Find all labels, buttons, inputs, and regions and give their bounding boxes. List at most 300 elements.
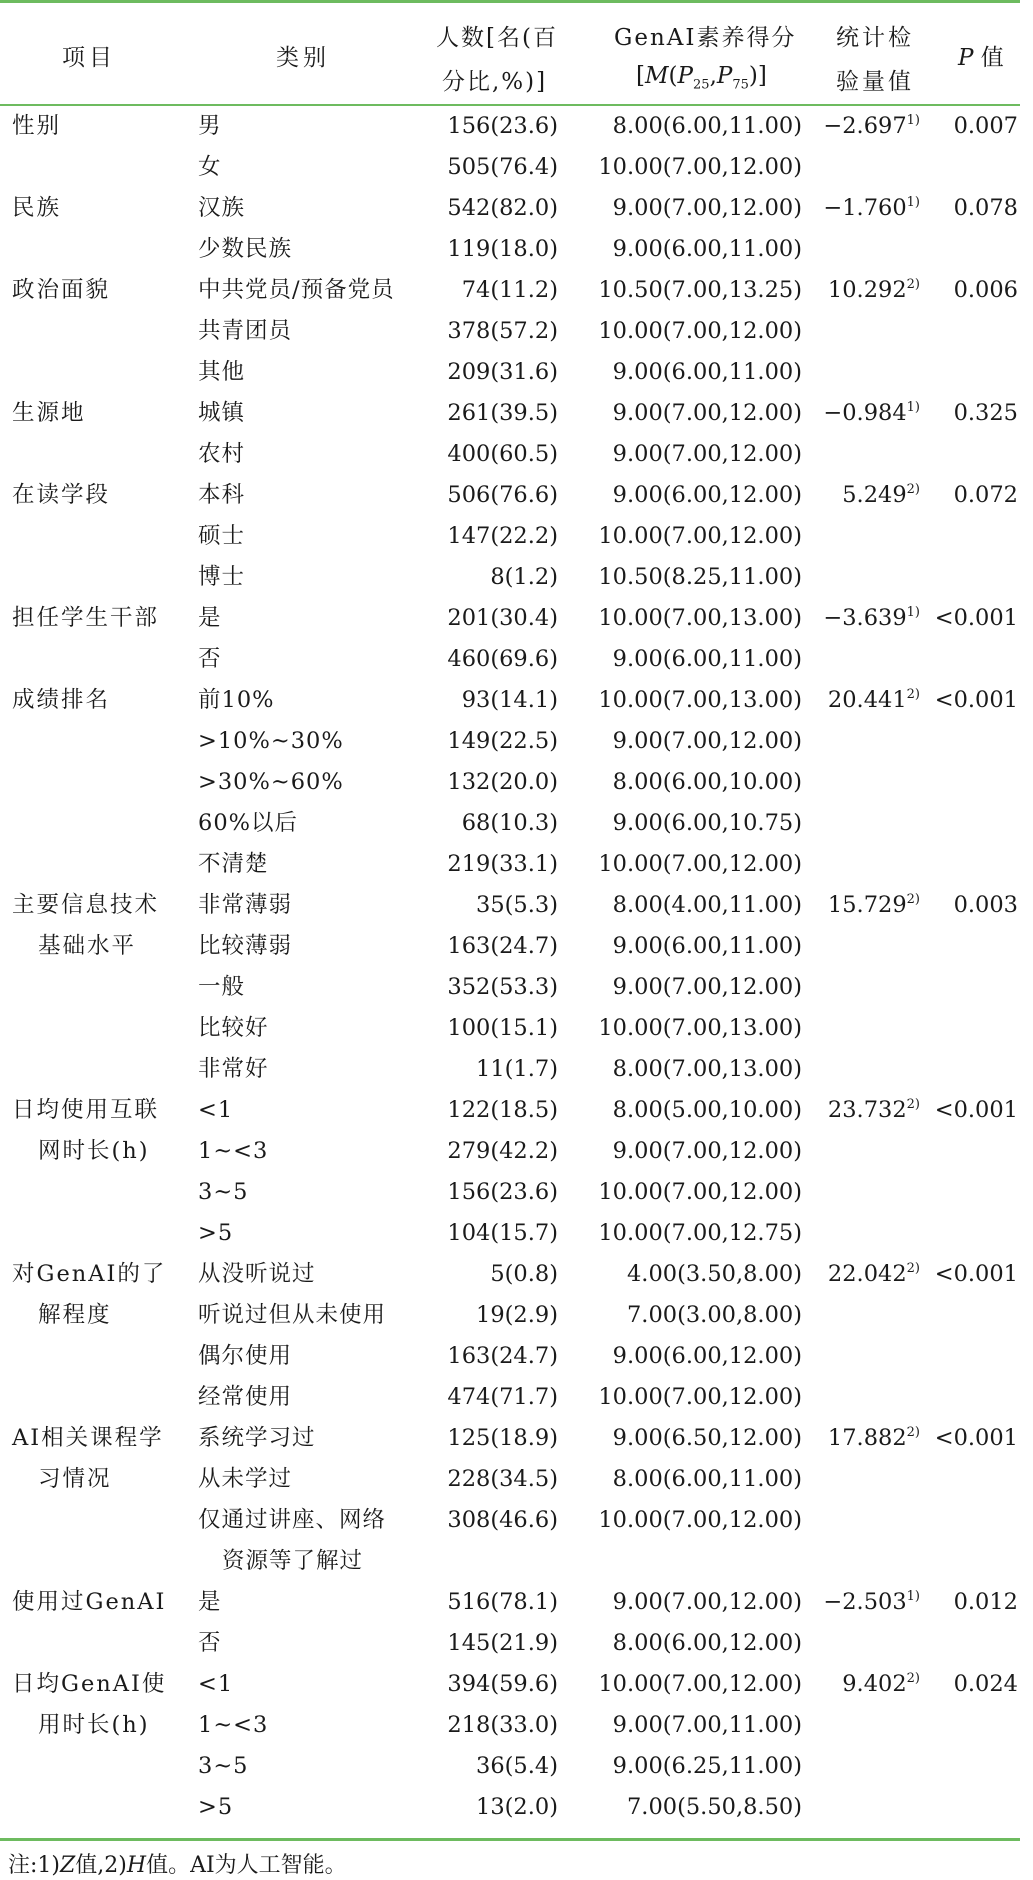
cell-statistic bbox=[808, 885, 928, 926]
statistic-value: 22.042 bbox=[827, 1261, 907, 1287]
cell-p-value: <0.001 bbox=[934, 687, 1018, 713]
cell-p-value bbox=[928, 926, 1020, 967]
header-count-line1: 人数[名(百 bbox=[436, 25, 558, 51]
cell-category: 比较薄弱 bbox=[198, 933, 293, 959]
table-row bbox=[0, 147, 1020, 188]
cell-statistic bbox=[808, 1623, 928, 1664]
cell-item bbox=[0, 434, 198, 475]
cell-score: 8.00(7.00,13.00) bbox=[612, 1056, 802, 1082]
statistic-note-marker: 2) bbox=[906, 1425, 920, 1440]
cell-score: 9.00(6.00,10.75) bbox=[612, 810, 802, 836]
cell-category: 1~<3 bbox=[198, 1138, 269, 1164]
cell-score: 10.00(7.00,12.00) bbox=[598, 318, 802, 344]
cell-category: 否 bbox=[198, 1630, 222, 1656]
cell-score: 8.00(6.00,11.00) bbox=[612, 113, 802, 139]
header-count-line2: 分比,%)] bbox=[442, 69, 548, 95]
cell-category: >5 bbox=[198, 1220, 234, 1246]
cell-count: 36(5.4) bbox=[476, 1753, 558, 1779]
cell-p-value bbox=[928, 311, 1020, 352]
cell-score: 10.00(7.00,13.00) bbox=[598, 687, 802, 713]
cell-item bbox=[0, 516, 198, 557]
table-row bbox=[0, 1746, 1020, 1787]
statistic-value: 9.402 bbox=[842, 1671, 907, 1697]
cell-score: 10.00(7.00,12.00) bbox=[598, 1507, 802, 1533]
cell-p-value: 0.325 bbox=[953, 400, 1018, 426]
cell-score: 9.00(6.00,11.00) bbox=[612, 236, 802, 262]
cell-count: 460(69.6) bbox=[447, 646, 558, 672]
cell-p-value bbox=[928, 352, 1020, 393]
cell-statistic bbox=[808, 1459, 928, 1500]
cell-score: 9.00(6.25,11.00) bbox=[612, 1753, 802, 1779]
cell-p-value: <0.001 bbox=[934, 605, 1018, 631]
cell-count: 352(53.3) bbox=[447, 974, 558, 1000]
table-row bbox=[0, 926, 1020, 967]
cell-score: 10.50(7.00,13.25) bbox=[598, 277, 802, 303]
cell-statistic bbox=[808, 844, 928, 885]
cell-item bbox=[0, 311, 198, 352]
cell-count: 156(23.6) bbox=[447, 113, 558, 139]
cell-count: 506(76.6) bbox=[447, 482, 558, 508]
statistic-note-marker: 1) bbox=[906, 195, 920, 210]
table-row bbox=[0, 188, 1020, 229]
cell-count: 218(33.0) bbox=[447, 1712, 558, 1738]
table-row bbox=[0, 270, 1020, 311]
cell-statistic bbox=[808, 1418, 928, 1459]
table-row bbox=[0, 1254, 1020, 1295]
statistic-note-marker: 2) bbox=[906, 1097, 920, 1112]
table-footnote: 注:1)Z值,2)H值。AI为人工智能。 bbox=[8, 1853, 347, 1878]
cell-category: 偶尔使用 bbox=[198, 1343, 293, 1369]
cell-statistic bbox=[808, 1582, 928, 1623]
statistic-note-marker: 1) bbox=[906, 113, 920, 128]
cell-item: 网时长(h) bbox=[38, 1138, 150, 1164]
cell-item: 使用过GenAI bbox=[12, 1589, 167, 1615]
statistic-value: −2.503 bbox=[823, 1589, 907, 1615]
cell-score: 9.00(6.00,11.00) bbox=[612, 359, 802, 385]
cell-count: 145(21.9) bbox=[447, 1630, 558, 1656]
cell-item: 担任学生干部 bbox=[12, 605, 160, 631]
cell-score: 9.00(6.00,11.00) bbox=[612, 933, 802, 959]
header-score-line1: GenAI素养得分 bbox=[614, 25, 797, 51]
statistic-value: 15.729 bbox=[827, 892, 907, 918]
cell-statistic bbox=[808, 1336, 928, 1377]
cell-score: 10.00(7.00,12.00) bbox=[598, 1384, 802, 1410]
cell-category: 少数民族 bbox=[198, 236, 293, 262]
table-row bbox=[0, 393, 1020, 434]
cell-statistic bbox=[808, 1090, 928, 1131]
table-row bbox=[0, 1213, 1020, 1254]
cell-category: 本科 bbox=[198, 482, 246, 508]
cell-statistic bbox=[808, 680, 928, 721]
statistic-value: 17.882 bbox=[827, 1425, 907, 1451]
cell-p-value bbox=[928, 639, 1020, 680]
cell-p-value bbox=[928, 1131, 1020, 1172]
cell-category: 男 bbox=[198, 113, 222, 139]
cell-category: 前10% bbox=[198, 687, 275, 713]
cell-count: 516(78.1) bbox=[447, 1589, 558, 1615]
cell-statistic bbox=[808, 639, 928, 680]
cell-statistic bbox=[808, 762, 928, 803]
cell-p-value: 0.078 bbox=[953, 195, 1018, 221]
cell-category: 资源等了解过 bbox=[222, 1548, 364, 1574]
cell-item bbox=[0, 1213, 198, 1254]
cell-count: 156(23.6) bbox=[447, 1179, 558, 1205]
table-row bbox=[0, 680, 1020, 721]
cell-statistic bbox=[808, 1213, 928, 1254]
cell-p-value: 0.006 bbox=[953, 277, 1018, 303]
statistic-value: −1.760 bbox=[823, 195, 907, 221]
cell-count: 394(59.6) bbox=[447, 1671, 558, 1697]
cell-statistic bbox=[808, 1008, 928, 1049]
cell-score: 10.00(7.00,13.00) bbox=[598, 605, 802, 631]
cell-statistic bbox=[808, 516, 928, 557]
cell-category: 仅通过讲座、网络 bbox=[198, 1507, 387, 1533]
cell-statistic bbox=[808, 926, 928, 967]
cell-count: 132(20.0) bbox=[447, 769, 558, 795]
cell-item bbox=[0, 1500, 198, 1541]
cell-count: 68(10.3) bbox=[461, 810, 558, 836]
cell-item bbox=[0, 967, 198, 1008]
cell-score: 10.00(7.00,12.00) bbox=[598, 1179, 802, 1205]
table-row bbox=[0, 106, 1020, 147]
header-stat-line1: 统计检 bbox=[836, 25, 914, 51]
cell-item: 对GenAI的了 bbox=[12, 1261, 167, 1287]
table-row bbox=[0, 516, 1020, 557]
cell-statistic bbox=[808, 188, 928, 229]
cell-item bbox=[0, 1336, 198, 1377]
statistic-value: 10.292 bbox=[827, 277, 907, 303]
cell-p-value: <0.001 bbox=[934, 1097, 1018, 1123]
cell-category: 经常使用 bbox=[198, 1384, 293, 1410]
bottom-rule bbox=[0, 1838, 1020, 1841]
cell-p-value: 0.072 bbox=[953, 482, 1018, 508]
cell-score: 9.00(6.00,12.00) bbox=[612, 1343, 802, 1369]
cell-p-value bbox=[928, 1500, 1020, 1541]
cell-p-value bbox=[928, 1746, 1020, 1787]
cell-statistic bbox=[808, 1500, 928, 1541]
table-row bbox=[0, 1787, 1020, 1828]
table-row bbox=[0, 1172, 1020, 1213]
cell-item bbox=[0, 557, 198, 598]
cell-statistic bbox=[808, 1377, 928, 1418]
cell-p-value bbox=[928, 1008, 1020, 1049]
cell-score: 9.00(7.00,12.00) bbox=[612, 195, 802, 221]
cell-statistic bbox=[808, 1705, 928, 1746]
cell-count: 93(14.1) bbox=[461, 687, 558, 713]
table-row bbox=[0, 1541, 1020, 1582]
cell-category: 听说过但从未使用 bbox=[198, 1302, 387, 1328]
cell-count: 125(18.9) bbox=[447, 1425, 558, 1451]
table-row bbox=[0, 1090, 1020, 1131]
cell-count: 261(39.5) bbox=[447, 400, 558, 426]
cell-p-value: 0.003 bbox=[953, 892, 1018, 918]
table-row bbox=[0, 1623, 1020, 1664]
cell-p-value bbox=[928, 229, 1020, 270]
cell-score: 8.00(6.00,10.00) bbox=[612, 769, 802, 795]
table-row bbox=[0, 844, 1020, 885]
cell-count: 219(33.1) bbox=[447, 851, 558, 877]
cell-statistic bbox=[808, 475, 928, 516]
cell-item bbox=[0, 1787, 198, 1828]
header-category: 类别 bbox=[276, 45, 330, 71]
cell-statistic bbox=[808, 598, 928, 639]
cell-p-value bbox=[928, 967, 1020, 1008]
cell-statistic bbox=[808, 1787, 928, 1828]
cell-count: 201(30.4) bbox=[447, 605, 558, 631]
cell-p-value: 0.024 bbox=[953, 1671, 1018, 1697]
cell-count: 228(34.5) bbox=[447, 1466, 558, 1492]
cell-p-value: <0.001 bbox=[934, 1261, 1018, 1287]
statistic-note-marker: 1) bbox=[906, 1589, 920, 1604]
cell-p-value bbox=[928, 1377, 1020, 1418]
cell-count: 35(5.3) bbox=[476, 892, 558, 918]
statistic-value: −0.984 bbox=[823, 400, 907, 426]
table-row bbox=[0, 1418, 1020, 1459]
cell-count: 505(76.4) bbox=[447, 154, 558, 180]
cell-score bbox=[576, 1541, 808, 1582]
table-row bbox=[0, 1459, 1020, 1500]
cell-item bbox=[0, 762, 198, 803]
cell-category: 其他 bbox=[198, 359, 246, 385]
table-row bbox=[0, 1582, 1020, 1623]
cell-score: 10.00(7.00,12.00) bbox=[598, 523, 802, 549]
cell-item bbox=[0, 1541, 198, 1582]
cell-count: 8(1.2) bbox=[490, 564, 558, 590]
cell-score: 9.00(7.00,12.00) bbox=[612, 400, 802, 426]
table-row bbox=[0, 1377, 1020, 1418]
cell-statistic bbox=[808, 229, 928, 270]
table-row bbox=[0, 1295, 1020, 1336]
table-row bbox=[0, 475, 1020, 516]
cell-p-value bbox=[928, 1459, 1020, 1500]
cell-statistic bbox=[808, 434, 928, 475]
cell-category: 否 bbox=[198, 646, 222, 672]
table-row bbox=[0, 803, 1020, 844]
cell-item: 民族 bbox=[12, 195, 62, 221]
cell-score: 9.00(7.00,12.00) bbox=[612, 728, 802, 754]
cell-item: 生源地 bbox=[12, 400, 86, 426]
table-row bbox=[0, 598, 1020, 639]
cell-category: 共青团员 bbox=[198, 318, 293, 344]
cell-item bbox=[0, 721, 198, 762]
cell-item bbox=[0, 1623, 198, 1664]
cell-p-value: 0.012 bbox=[953, 1589, 1018, 1615]
cell-p-value bbox=[928, 1295, 1020, 1336]
statistic-note-marker: 2) bbox=[906, 892, 920, 907]
cell-item bbox=[0, 1746, 198, 1787]
cell-statistic bbox=[808, 311, 928, 352]
table-row bbox=[0, 434, 1020, 475]
cell-p-value bbox=[928, 557, 1020, 598]
table-row bbox=[0, 229, 1020, 270]
cell-count: 147(22.2) bbox=[447, 523, 558, 549]
data-table bbox=[0, 106, 1020, 1828]
cell-item: 解程度 bbox=[38, 1302, 112, 1328]
cell-count: 19(2.9) bbox=[476, 1302, 558, 1328]
cell-category: 是 bbox=[198, 1589, 222, 1615]
cell-count: 474(71.7) bbox=[447, 1384, 558, 1410]
cell-count: 122(18.5) bbox=[447, 1097, 558, 1123]
cell-score: 10.50(8.25,11.00) bbox=[598, 564, 802, 590]
cell-count: 13(2.0) bbox=[476, 1794, 558, 1820]
cell-p-value bbox=[928, 1705, 1020, 1746]
cell-category: <1 bbox=[198, 1671, 234, 1697]
cell-count: 5(0.8) bbox=[490, 1261, 558, 1287]
cell-category: 系统学习过 bbox=[198, 1425, 316, 1451]
cell-category: 从没听说过 bbox=[198, 1261, 316, 1287]
cell-p-value bbox=[928, 844, 1020, 885]
cell-p-value bbox=[928, 1336, 1020, 1377]
cell-item: AI相关课程学 bbox=[12, 1425, 164, 1451]
statistic-note-marker: 1) bbox=[906, 400, 920, 415]
header-item: 项目 bbox=[62, 45, 116, 71]
cell-score: 8.00(4.00,11.00) bbox=[612, 892, 802, 918]
cell-statistic bbox=[808, 1541, 928, 1582]
cell-item bbox=[0, 803, 198, 844]
cell-count: 119(18.0) bbox=[447, 236, 558, 262]
cell-p-value bbox=[928, 516, 1020, 557]
cell-category: 非常薄弱 bbox=[198, 892, 293, 918]
cell-count: 308(46.6) bbox=[447, 1507, 558, 1533]
cell-item bbox=[0, 229, 198, 270]
cell-score: 8.00(6.00,11.00) bbox=[612, 1466, 802, 1492]
cell-item bbox=[0, 639, 198, 680]
cell-p-value: <0.001 bbox=[934, 1425, 1018, 1451]
cell-statistic bbox=[808, 1746, 928, 1787]
cell-category: 3~5 bbox=[198, 1753, 249, 1779]
cell-count: 163(24.7) bbox=[447, 1343, 558, 1369]
cell-statistic bbox=[808, 1664, 928, 1705]
cell-p-value bbox=[928, 434, 1020, 475]
header-p-value: P 值 bbox=[958, 45, 1004, 71]
cell-score: 9.00(7.00,12.00) bbox=[612, 974, 802, 1000]
cell-score: 4.00(3.50,8.00) bbox=[626, 1261, 802, 1287]
cell-item bbox=[0, 1008, 198, 1049]
table-header bbox=[0, 3, 1020, 104]
cell-category: 农村 bbox=[198, 441, 246, 467]
table-body bbox=[0, 106, 1020, 1828]
cell-count: 11(1.7) bbox=[476, 1056, 558, 1082]
cell-p-value bbox=[928, 1787, 1020, 1828]
cell-p-value bbox=[928, 147, 1020, 188]
cell-category: 女 bbox=[198, 154, 222, 180]
table-row bbox=[0, 352, 1020, 393]
cell-p-value bbox=[928, 762, 1020, 803]
cell-score: 9.00(7.00,12.00) bbox=[612, 1589, 802, 1615]
table-row bbox=[0, 1500, 1020, 1541]
cell-item bbox=[0, 1172, 198, 1213]
cell-score: 10.00(7.00,12.00) bbox=[598, 1671, 802, 1697]
cell-statistic bbox=[808, 721, 928, 762]
cell-score: 10.00(7.00,12.00) bbox=[598, 154, 802, 180]
cell-p-value: 0.007 bbox=[953, 113, 1018, 139]
cell-category: 1~<3 bbox=[198, 1712, 269, 1738]
cell-item: 基础水平 bbox=[38, 933, 137, 959]
cell-score: 8.00(6.00,12.00) bbox=[612, 1630, 802, 1656]
table-row bbox=[0, 967, 1020, 1008]
cell-category: >10%~30% bbox=[198, 728, 344, 754]
cell-score: 10.00(7.00,12.00) bbox=[598, 851, 802, 877]
cell-statistic bbox=[808, 1295, 928, 1336]
cell-count: 74(11.2) bbox=[461, 277, 558, 303]
cell-score: 9.00(7.00,11.00) bbox=[612, 1712, 802, 1738]
table-row bbox=[0, 1008, 1020, 1049]
cell-p-value bbox=[928, 1541, 1020, 1582]
cell-category: 比较好 bbox=[198, 1015, 269, 1041]
cell-category: 汉族 bbox=[198, 195, 246, 221]
cell-category: <1 bbox=[198, 1097, 234, 1123]
table-row bbox=[0, 639, 1020, 680]
statistic-note-marker: 2) bbox=[906, 1261, 920, 1276]
cell-statistic bbox=[808, 803, 928, 844]
statistic-note-marker: 2) bbox=[906, 687, 920, 702]
cell-statistic bbox=[808, 967, 928, 1008]
statistic-value: 5.249 bbox=[842, 482, 907, 508]
cell-p-value bbox=[928, 721, 1020, 762]
cell-score: 7.00(5.50,8.50) bbox=[626, 1794, 802, 1820]
cell-item: 用时长(h) bbox=[38, 1712, 150, 1738]
table-row bbox=[0, 1705, 1020, 1746]
cell-count: 104(15.7) bbox=[447, 1220, 558, 1246]
header-score-line2: $[M(P_{25},P_{75})]$ bbox=[636, 63, 767, 93]
cell-count: 163(24.7) bbox=[447, 933, 558, 959]
cell-count: 542(82.0) bbox=[447, 195, 558, 221]
cell-category: >30%~60% bbox=[198, 769, 344, 795]
cell-item: 成绩排名 bbox=[12, 687, 111, 713]
table-row bbox=[0, 557, 1020, 598]
cell-item bbox=[0, 352, 198, 393]
cell-statistic bbox=[808, 1131, 928, 1172]
cell-score: 10.00(7.00,12.75) bbox=[598, 1220, 802, 1246]
cell-p-value bbox=[928, 1623, 1020, 1664]
cell-category: 一般 bbox=[198, 974, 246, 1000]
cell-item: 在读学段 bbox=[12, 482, 111, 508]
cell-category: 3~5 bbox=[198, 1179, 249, 1205]
cell-count: 149(22.5) bbox=[447, 728, 558, 754]
cell-statistic bbox=[808, 393, 928, 434]
cell-category: >5 bbox=[198, 1794, 234, 1820]
cell-item: 政治面貌 bbox=[12, 277, 111, 303]
cell-score: 9.00(7.00,12.00) bbox=[612, 1138, 802, 1164]
cell-item: 主要信息技术 bbox=[12, 892, 160, 918]
cell-count: 279(42.2) bbox=[447, 1138, 558, 1164]
cell-p-value bbox=[928, 1172, 1020, 1213]
cell-item bbox=[0, 1377, 198, 1418]
table-row bbox=[0, 311, 1020, 352]
statistic-note-marker: 2) bbox=[906, 277, 920, 292]
cell-category: 从未学过 bbox=[198, 1466, 293, 1492]
cell-category: 城镇 bbox=[198, 400, 246, 426]
cell-count bbox=[426, 1541, 576, 1582]
cell-item bbox=[0, 1049, 198, 1090]
cell-p-value bbox=[928, 803, 1020, 844]
table-row bbox=[0, 762, 1020, 803]
table-row bbox=[0, 885, 1020, 926]
cell-count: 209(31.6) bbox=[447, 359, 558, 385]
table-row bbox=[0, 1336, 1020, 1377]
statistic-note-marker: 2) bbox=[906, 1671, 920, 1686]
cell-category: 不清楚 bbox=[198, 851, 269, 877]
cell-category: 中共党员/预备党员 bbox=[198, 277, 395, 303]
statistic-value: −2.697 bbox=[823, 113, 907, 139]
table-row bbox=[0, 1049, 1020, 1090]
cell-score: 7.00(3.00,8.00) bbox=[626, 1302, 802, 1328]
statistic-value: 23.732 bbox=[827, 1097, 907, 1123]
cell-p-value bbox=[928, 1213, 1020, 1254]
cell-statistic bbox=[808, 352, 928, 393]
header-stat-line2: 验量值 bbox=[836, 69, 914, 95]
cell-category: 硕士 bbox=[198, 523, 246, 549]
